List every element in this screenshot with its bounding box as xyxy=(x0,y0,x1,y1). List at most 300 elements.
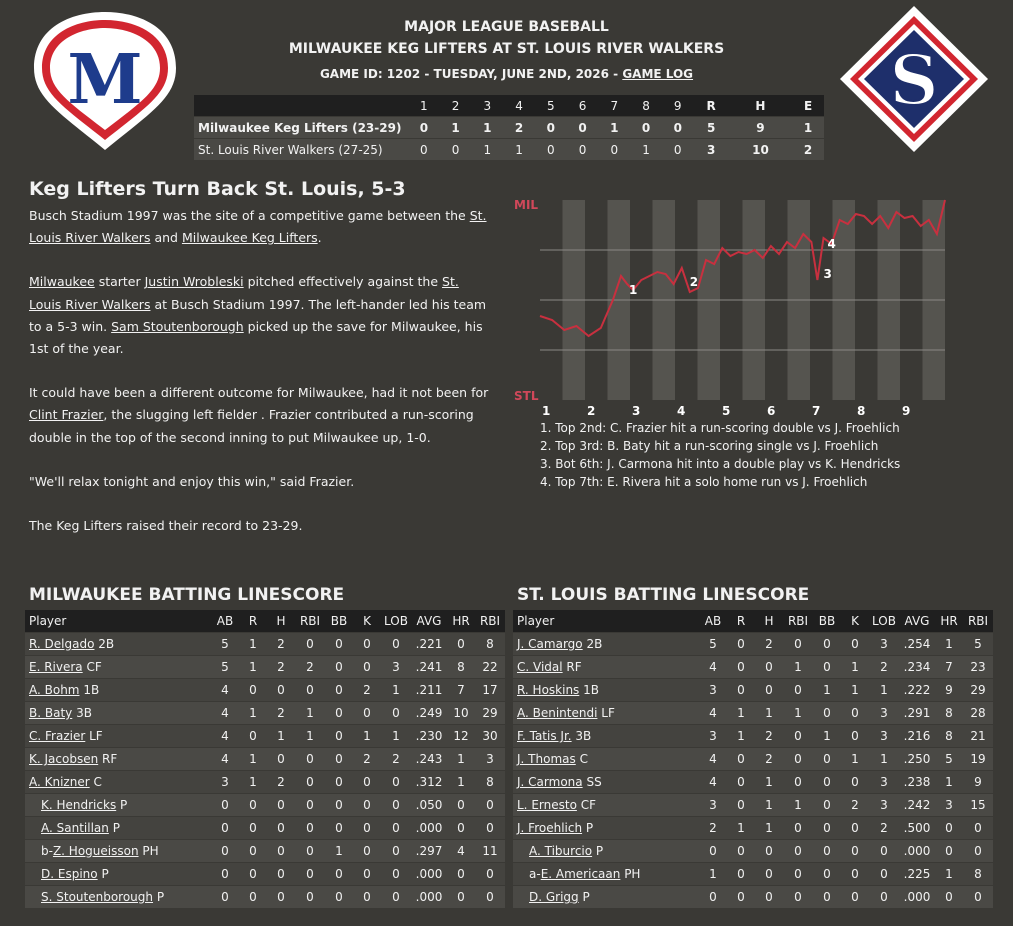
player-link[interactable]: E. Americaan xyxy=(540,867,621,881)
batting-row xyxy=(25,656,505,679)
batting-header-cell: AB xyxy=(699,610,727,633)
player-link[interactable]: A. Benintendi xyxy=(517,706,598,720)
inning-score: 0 xyxy=(662,117,694,139)
player-position: P xyxy=(585,821,594,835)
stat-r: 1 xyxy=(239,656,267,679)
player-cell xyxy=(513,840,699,863)
player-link[interactable]: A. Bohm xyxy=(29,683,80,697)
stat-avg: .242 xyxy=(899,794,935,817)
player-cell xyxy=(513,794,699,817)
inning-score: 0 xyxy=(567,139,599,161)
player-link[interactable]: J. Froehlich xyxy=(517,821,583,835)
stat-r: 0 xyxy=(727,886,755,909)
stat-avg: .000 xyxy=(411,817,447,840)
total-h: 9 xyxy=(729,117,792,139)
stat-k: 0 xyxy=(353,863,381,886)
player-cell xyxy=(25,725,211,748)
player-cell xyxy=(513,679,699,702)
stat-avg: .249 xyxy=(411,702,447,725)
player-link[interactable]: B. Baty xyxy=(29,706,73,720)
stat-k: 0 xyxy=(841,886,869,909)
batting-header-cell: K xyxy=(841,610,869,633)
batting-row xyxy=(513,633,993,656)
stat-avg: .221 xyxy=(411,633,447,656)
batting-row xyxy=(25,863,505,886)
stat-avg: .234 xyxy=(899,656,935,679)
stat-bb: 0 xyxy=(813,702,841,725)
batting-row xyxy=(25,633,505,656)
stat-h: 1 xyxy=(755,817,783,840)
stat-r: 1 xyxy=(727,725,755,748)
batting-row xyxy=(25,679,505,702)
stat-lob: 1 xyxy=(381,679,411,702)
stat-rbi: 28 xyxy=(963,702,993,725)
stat-k: 0 xyxy=(353,886,381,909)
stat-rbi: 0 xyxy=(783,633,813,656)
player-link[interactable]: C. Vidal xyxy=(517,660,563,674)
player-position: C xyxy=(93,775,102,789)
player-cell xyxy=(25,702,211,725)
batting-header-cell: R xyxy=(239,610,267,633)
stat-r: 0 xyxy=(727,679,755,702)
stat-k: 1 xyxy=(841,679,869,702)
stat-h: 0 xyxy=(267,679,295,702)
player-link[interactable]: J. Thomas xyxy=(517,752,576,766)
stat-ab: 3 xyxy=(699,679,727,702)
line-score-row xyxy=(194,139,824,161)
stat-k: 2 xyxy=(353,679,381,702)
stat-r: 0 xyxy=(727,656,755,679)
player-position: P xyxy=(582,890,590,904)
stat-rbi: 0 xyxy=(963,840,993,863)
inning-labels xyxy=(542,404,910,417)
stat-rbi: 0 xyxy=(295,863,325,886)
stat-h: 2 xyxy=(267,633,295,656)
inning-score: 0 xyxy=(630,117,662,139)
player-link[interactable]: A. Knizner xyxy=(29,775,90,789)
home-batting-title: ST. LOUIS BATTING LINESCORE xyxy=(517,585,810,605)
player-link[interactable]: D. Espino xyxy=(41,867,98,881)
player-position: 2B xyxy=(586,637,603,651)
inning-label: 1 xyxy=(542,404,551,417)
player-position: C xyxy=(579,752,588,766)
stat-hr: 0 xyxy=(935,840,963,863)
stat-rbi: 0 xyxy=(295,840,325,863)
stat-bb: 0 xyxy=(325,725,353,748)
total-r: 3 xyxy=(694,139,729,161)
stat-rbi: 0 xyxy=(295,748,325,771)
stat-avg: .238 xyxy=(899,771,935,794)
stat-bb: 0 xyxy=(325,863,353,886)
stat-bb: 1 xyxy=(813,725,841,748)
line-score-header-cell xyxy=(194,95,408,117)
player-link[interactable]: E. Rivera xyxy=(29,660,83,674)
player-position: 1B xyxy=(583,683,599,697)
player-position: CF xyxy=(86,660,102,674)
stat-k: 0 xyxy=(841,702,869,725)
player-link-frazier[interactable]: Clint Frazier xyxy=(29,407,104,423)
inning-label: 3 xyxy=(632,404,641,417)
total-h: 10 xyxy=(729,139,792,161)
story-text: picked up the save for Milwaukee, his 1st of the year. xyxy=(29,318,483,357)
batting-header-cell: BB xyxy=(813,610,841,633)
stat-k: 0 xyxy=(841,725,869,748)
player-link[interactable]: L. Ernesto xyxy=(517,798,577,812)
stat-r: 0 xyxy=(239,886,267,909)
stat-rbi: 0 xyxy=(295,679,325,702)
key-play: 2. Top 3rd: B. Baty hit a run-scoring single vs J. Froehlich xyxy=(540,439,879,453)
player-link[interactable]: R. Hoskins xyxy=(517,683,580,697)
stat-hr: 1 xyxy=(935,863,963,886)
player-link[interactable]: S. Stoutenborough xyxy=(41,890,154,904)
batting-header-cell: R xyxy=(727,610,755,633)
stat-r: 1 xyxy=(239,702,267,725)
stat-k: 0 xyxy=(841,817,869,840)
stat-h: 0 xyxy=(267,748,295,771)
stat-hr: 12 xyxy=(447,725,475,748)
stat-lob: 3 xyxy=(869,633,899,656)
batting-row xyxy=(513,748,993,771)
key-plays-list xyxy=(540,419,900,491)
play-marker: 3 xyxy=(823,267,832,281)
line-score-header-cell: 5 xyxy=(535,95,567,117)
inning-label: 7 xyxy=(812,404,821,417)
player-link[interactable]: K. Jacobsen xyxy=(29,752,99,766)
stat-lob: 0 xyxy=(869,840,899,863)
stat-bb: 1 xyxy=(325,840,353,863)
player-cell xyxy=(25,656,211,679)
player-cell xyxy=(25,817,211,840)
stat-ab: 4 xyxy=(699,771,727,794)
player-cell xyxy=(513,725,699,748)
stat-h: 1 xyxy=(755,702,783,725)
player-cell xyxy=(513,771,699,794)
stat-avg: .230 xyxy=(411,725,447,748)
stat-h: 0 xyxy=(755,840,783,863)
stat-h: 2 xyxy=(755,725,783,748)
player-cell xyxy=(25,748,211,771)
stat-k: 0 xyxy=(841,863,869,886)
line-score-header-cell: 7 xyxy=(598,95,630,117)
stat-rbi: 8 xyxy=(475,771,505,794)
line-score-team: Milwaukee Keg Lifters (23-29) xyxy=(194,117,408,139)
inning-score: 1 xyxy=(503,139,535,161)
stat-h: 1 xyxy=(267,725,295,748)
stat-rbi: 29 xyxy=(475,702,505,725)
total-e: 2 xyxy=(792,139,824,161)
stat-avg: .297 xyxy=(411,840,447,863)
player-link[interactable]: D. Grigg xyxy=(529,890,579,904)
stat-avg: .000 xyxy=(899,886,935,909)
player-link[interactable]: C. Frazier xyxy=(29,729,86,743)
stat-r: 0 xyxy=(239,863,267,886)
batting-header-cell: H xyxy=(267,610,295,633)
stat-rbi: 8 xyxy=(475,633,505,656)
stat-lob: 3 xyxy=(869,702,899,725)
player-cell xyxy=(513,748,699,771)
stat-r: 1 xyxy=(727,817,755,840)
batting-row xyxy=(25,702,505,725)
inning-score: 0 xyxy=(662,139,694,161)
story-text: , the slugging left fielder . Frazier contributed a run-scoring double in the top of the second inning to put Milwaukee up, 1-0. xyxy=(29,407,474,445)
stat-h: 0 xyxy=(755,656,783,679)
batting-header-cell: Player xyxy=(513,610,699,633)
total-e: 1 xyxy=(792,117,824,139)
stat-bb: 0 xyxy=(325,771,353,794)
inning-label: 2 xyxy=(587,404,596,417)
inning-score: 2 xyxy=(503,117,535,139)
batting-row xyxy=(25,840,505,863)
stat-hr: 0 xyxy=(447,794,475,817)
stat-rbi: 8 xyxy=(963,863,993,886)
player-cell xyxy=(513,886,699,909)
stat-k: 0 xyxy=(353,817,381,840)
player-cell xyxy=(513,656,699,679)
player-link[interactable]: J. Carmona xyxy=(517,775,583,789)
stat-bb: 0 xyxy=(813,656,841,679)
batting-header xyxy=(513,610,993,633)
story-paragraph: "We'll relax tonight and enjoy this win," said Frazier. xyxy=(29,473,355,489)
stat-rbi: 0 xyxy=(783,817,813,840)
away-batting-table xyxy=(25,610,505,908)
stat-rbi: 0 xyxy=(295,886,325,909)
stat-bb: 0 xyxy=(325,817,353,840)
line-score-team: St. Louis River Walkers (27-25) xyxy=(194,139,408,161)
stat-bb: 0 xyxy=(325,886,353,909)
stat-bb: 1 xyxy=(813,679,841,702)
batting-header-cell: HR xyxy=(935,610,963,633)
stat-r: 0 xyxy=(239,794,267,817)
stat-hr: 8 xyxy=(935,702,963,725)
stat-rbi: 15 xyxy=(963,794,993,817)
stat-rbi: 0 xyxy=(295,794,325,817)
stat-bb: 0 xyxy=(325,679,353,702)
stat-bb: 0 xyxy=(813,886,841,909)
stat-avg: .241 xyxy=(411,656,447,679)
batting-row xyxy=(25,748,505,771)
stat-h: 2 xyxy=(755,748,783,771)
player-cell xyxy=(25,679,211,702)
matchup-title: MILWAUKEE KEG LIFTERS AT ST. LOUIS RIVER WALKERS xyxy=(288,41,725,57)
stat-rbi: 29 xyxy=(963,679,993,702)
inning-score: 0 xyxy=(567,117,599,139)
stat-bb: 0 xyxy=(325,633,353,656)
stat-rbi: 0 xyxy=(783,840,813,863)
inning-score: 0 xyxy=(535,139,567,161)
batting-row xyxy=(513,817,993,840)
stat-hr: 0 xyxy=(935,817,963,840)
stat-hr: 0 xyxy=(447,817,475,840)
stat-rbi: 0 xyxy=(783,771,813,794)
stat-rbi: 1 xyxy=(783,794,813,817)
player-position: LF xyxy=(601,706,615,720)
batting-header-cell: K xyxy=(353,610,381,633)
stat-hr: 1 xyxy=(935,633,963,656)
player-position: 3B xyxy=(76,706,92,720)
story-text: It could have been a different outcome for Milwaukee, had it not been for xyxy=(29,385,489,401)
batting-row xyxy=(25,817,505,840)
player-position: SS xyxy=(586,775,602,789)
batting-row xyxy=(513,794,993,817)
team-link-milwaukee[interactable]: Milwaukee xyxy=(29,274,95,290)
stat-bb: 0 xyxy=(325,656,353,679)
stat-hr: 4 xyxy=(447,840,475,863)
batting-header-cell: H xyxy=(755,610,783,633)
stat-rbi: 11 xyxy=(475,840,505,863)
player-cell xyxy=(25,886,211,909)
stat-hr: 1 xyxy=(447,771,475,794)
player-link[interactable]: A. Santillan xyxy=(41,821,109,835)
batting-row xyxy=(25,794,505,817)
team-link-st-louis[interactable]: St. Louis River Walkers xyxy=(29,208,487,246)
team-link-milwaukee[interactable]: Milwaukee Keg Lifters xyxy=(181,230,318,246)
player-link[interactable]: A. Tiburcio xyxy=(529,844,593,858)
stat-h: 0 xyxy=(755,679,783,702)
stat-ab: 5 xyxy=(211,656,239,679)
story-paragraph: The Keg Lifters raised their record to 23-29. xyxy=(29,518,303,534)
substitution-prefix: b- xyxy=(41,844,53,858)
line-score-header-cell: 1 xyxy=(408,95,440,117)
stat-h: 1 xyxy=(755,794,783,817)
stat-r: 1 xyxy=(727,702,755,725)
team-link-st-louis[interactable]: St. Louis River Walkers xyxy=(29,274,459,312)
stat-hr: 9 xyxy=(935,679,963,702)
stat-r: 0 xyxy=(727,794,755,817)
inning-score: 0 xyxy=(535,117,567,139)
stat-k: 2 xyxy=(841,794,869,817)
line-score-row xyxy=(194,117,824,139)
stat-lob: 2 xyxy=(869,656,899,679)
stat-lob: 0 xyxy=(869,886,899,909)
stat-hr: 0 xyxy=(447,863,475,886)
stat-rbi: 1 xyxy=(295,702,325,725)
player-link-stoutenborough[interactable]: Sam Stoutenborough xyxy=(111,318,244,334)
batting-header-cell: RBI xyxy=(963,610,993,633)
player-link[interactable]: R. Delgado xyxy=(29,637,95,651)
key-play: 4. Top 7th: E. Rivera hit a solo home run vs J. Froehlich xyxy=(540,475,868,489)
stat-rbi: 5 xyxy=(963,633,993,656)
stat-avg: .000 xyxy=(411,886,447,909)
line-score-header xyxy=(194,95,824,117)
stat-bb: 0 xyxy=(813,863,841,886)
player-link[interactable]: F. Tatis Jr. xyxy=(517,729,572,743)
player-position: P xyxy=(120,798,128,812)
player-position: 1B xyxy=(83,683,100,697)
stat-h: 0 xyxy=(755,863,783,886)
batting-row xyxy=(513,656,993,679)
stat-k: 0 xyxy=(353,633,381,656)
stat-ab: 0 xyxy=(699,886,727,909)
stat-h: 2 xyxy=(267,771,295,794)
stat-avg: .211 xyxy=(411,679,447,702)
stat-hr: 10 xyxy=(447,702,475,725)
game-log-link[interactable]: GAME LOG xyxy=(622,67,694,81)
inning-label: 8 xyxy=(857,404,866,417)
stat-hr: 7 xyxy=(447,679,475,702)
total-r: 5 xyxy=(694,117,729,139)
stat-rbi: 0 xyxy=(475,794,505,817)
stat-rbi: 0 xyxy=(295,817,325,840)
stat-rbi: 0 xyxy=(783,863,813,886)
stat-lob: 0 xyxy=(381,817,411,840)
stat-bb: 0 xyxy=(325,748,353,771)
stat-hr: 1 xyxy=(447,748,475,771)
stat-lob: 2 xyxy=(869,817,899,840)
player-cell xyxy=(513,863,699,886)
line-score-header-cell: 3 xyxy=(471,95,503,117)
player-link[interactable]: J. Camargo xyxy=(517,637,583,651)
stat-rbi: 0 xyxy=(475,886,505,909)
stat-lob: 0 xyxy=(381,702,411,725)
stat-k: 0 xyxy=(353,702,381,725)
player-position: RF xyxy=(102,752,118,766)
story-text: at Busch Stadium 1997. The left-hander led his team to a 5-3 win. xyxy=(29,296,487,334)
stat-hr: 8 xyxy=(935,725,963,748)
batting-row xyxy=(513,886,993,909)
batting-row xyxy=(25,886,505,909)
home-batting-table xyxy=(513,610,993,908)
win-probability-chart xyxy=(510,192,950,417)
stat-rbi: 22 xyxy=(475,656,505,679)
player-link[interactable]: K. Hendricks xyxy=(41,798,117,812)
stat-bb: 0 xyxy=(813,840,841,863)
play-marker: 2 xyxy=(689,275,699,289)
batting-row xyxy=(25,725,505,748)
player-link-wrobleski[interactable]: Justin Wrobleski xyxy=(144,274,244,290)
player-position: LF xyxy=(89,729,103,743)
away-logo-letter: M xyxy=(67,40,143,120)
batting-row xyxy=(513,863,993,886)
player-position: P xyxy=(112,821,120,835)
stat-rbi: 3 xyxy=(475,748,505,771)
inning-label: 5 xyxy=(722,404,731,417)
batting-row xyxy=(513,679,993,702)
batting-header-cell: AVG xyxy=(411,610,447,633)
key-play: 3. Bot 6th: J. Carmona hit into a double play vs K. Hendricks xyxy=(540,457,901,471)
stat-rbi: 21 xyxy=(963,725,993,748)
stat-ab: 0 xyxy=(211,840,239,863)
stat-avg: .216 xyxy=(899,725,935,748)
story-text: pitched effectively against the xyxy=(243,274,443,290)
inning-score: 1 xyxy=(440,117,472,139)
stat-k: 1 xyxy=(353,725,381,748)
stat-r: 0 xyxy=(727,771,755,794)
stat-rbi: 0 xyxy=(475,863,505,886)
batting-row xyxy=(513,771,993,794)
stat-h: 2 xyxy=(267,656,295,679)
stat-h: 0 xyxy=(267,794,295,817)
stat-rbi: 17 xyxy=(475,679,505,702)
player-position: P xyxy=(595,844,604,858)
stat-lob: 0 xyxy=(381,771,411,794)
stat-lob: 0 xyxy=(381,794,411,817)
player-position: P xyxy=(156,890,165,904)
game-info-text: GAME ID: 1202 - TUESDAY, JUNE 2ND, 2026 - xyxy=(319,67,623,81)
story-paragraph xyxy=(29,271,494,360)
story-text: starter xyxy=(94,274,145,290)
batting-header-cell: RBI xyxy=(295,610,325,633)
inning-score: 1 xyxy=(471,139,503,161)
stat-lob: 1 xyxy=(869,748,899,771)
stat-k: 0 xyxy=(841,633,869,656)
stat-r: 0 xyxy=(239,817,267,840)
stat-bb: 0 xyxy=(813,817,841,840)
stat-avg: .250 xyxy=(899,748,935,771)
stat-r: 0 xyxy=(239,679,267,702)
stat-bb: 0 xyxy=(813,748,841,771)
stat-k: 0 xyxy=(353,656,381,679)
player-link[interactable]: Z. Hogueisson xyxy=(52,844,139,858)
